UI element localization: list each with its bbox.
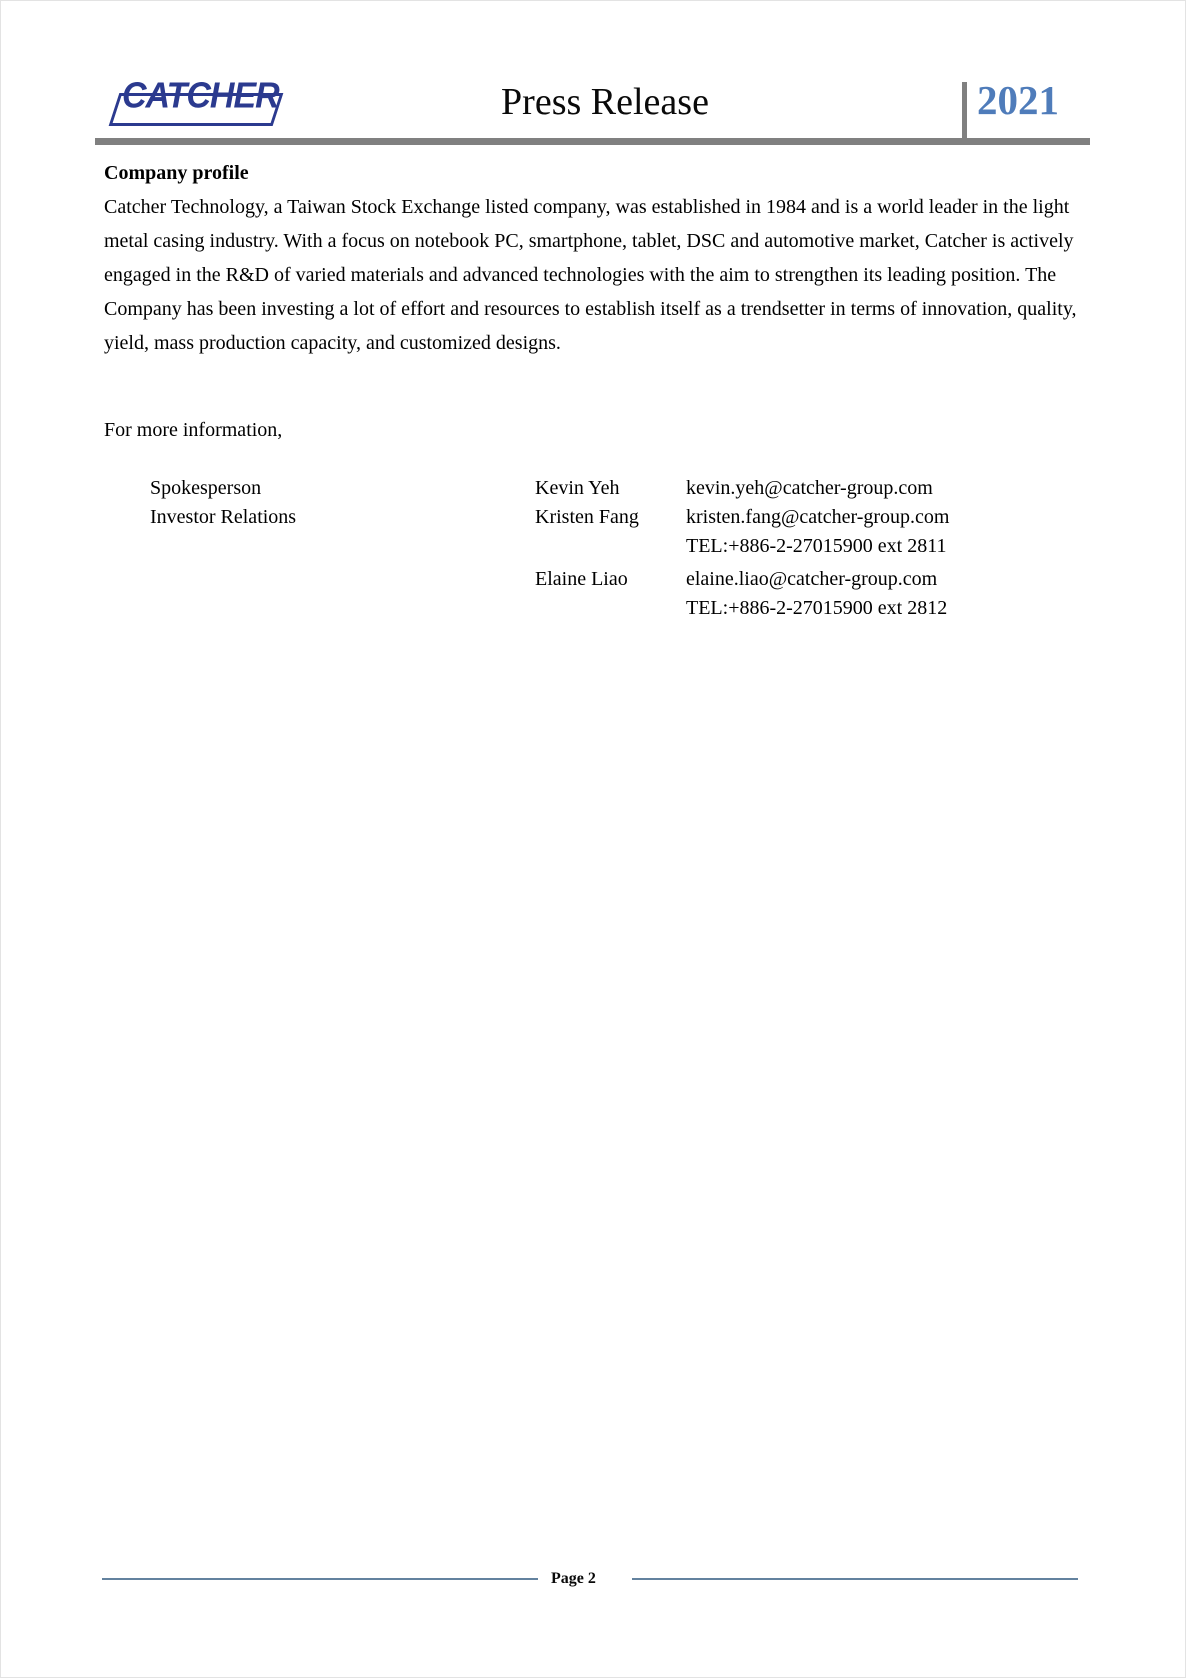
header-rule: [95, 138, 1090, 145]
contact-name: Elaine Liao: [535, 568, 628, 590]
logo-wordmark: CATCHER: [122, 76, 279, 116]
page-number-label: Page 2: [551, 1570, 596, 1587]
spacer-cell: [535, 594, 686, 623]
spacer-cell: [150, 532, 535, 561]
contacts-table: [150, 474, 1106, 623]
contact-tel: TEL:+886-2-27015900 ext 2811: [686, 535, 947, 557]
contact-name: Kristen Fang: [535, 506, 639, 528]
contact-role: Investor Relations: [150, 506, 297, 528]
contact-name: Kevin Yeh: [535, 477, 620, 499]
page-header: [0, 0, 1186, 150]
contact-tel: TEL:+886-2-27015900 ext 2812: [686, 597, 948, 619]
catcher-logo: [110, 76, 290, 128]
spacer-cell: [535, 532, 686, 561]
contact-role: Spokesperson: [150, 477, 262, 499]
company-profile-paragraph: Catcher Technology, a Taiwan Stock Exchange listed company, was established in 1984 and is a world leader in the light metal casing industry. With a focus on notebook PC, smartphone, tablet, DSC and automotive market, Catcher is actively engaged in the R&D of varied materials and advanced technologies with the aim to strengthen its leading position. The Company has been investing a lot of effort and resources to establish itself as a trendsetter in terms of innovation, quality, yield, mass production capacity, and customized designs.: [104, 196, 1077, 354]
footer-rule-right: [632, 1578, 1078, 1580]
year-divider-bar: [962, 82, 967, 143]
spacer-cell: [150, 565, 535, 594]
company-profile-heading: Company profile: [104, 162, 249, 184]
document-title: Press Release: [501, 81, 709, 123]
more-information-lead: For more information,: [104, 419, 283, 441]
spacer-cell: [150, 594, 535, 623]
contact-email: kristen.fang@catcher-group.com: [686, 506, 950, 528]
footer-rule-left: [102, 1578, 538, 1580]
contact-email: elaine.liao@catcher-group.com: [686, 568, 938, 590]
page-footer: [102, 1568, 1087, 1590]
contact-email: kevin.yeh@catcher-group.com: [686, 477, 933, 499]
year-label: 2021: [977, 77, 1059, 123]
